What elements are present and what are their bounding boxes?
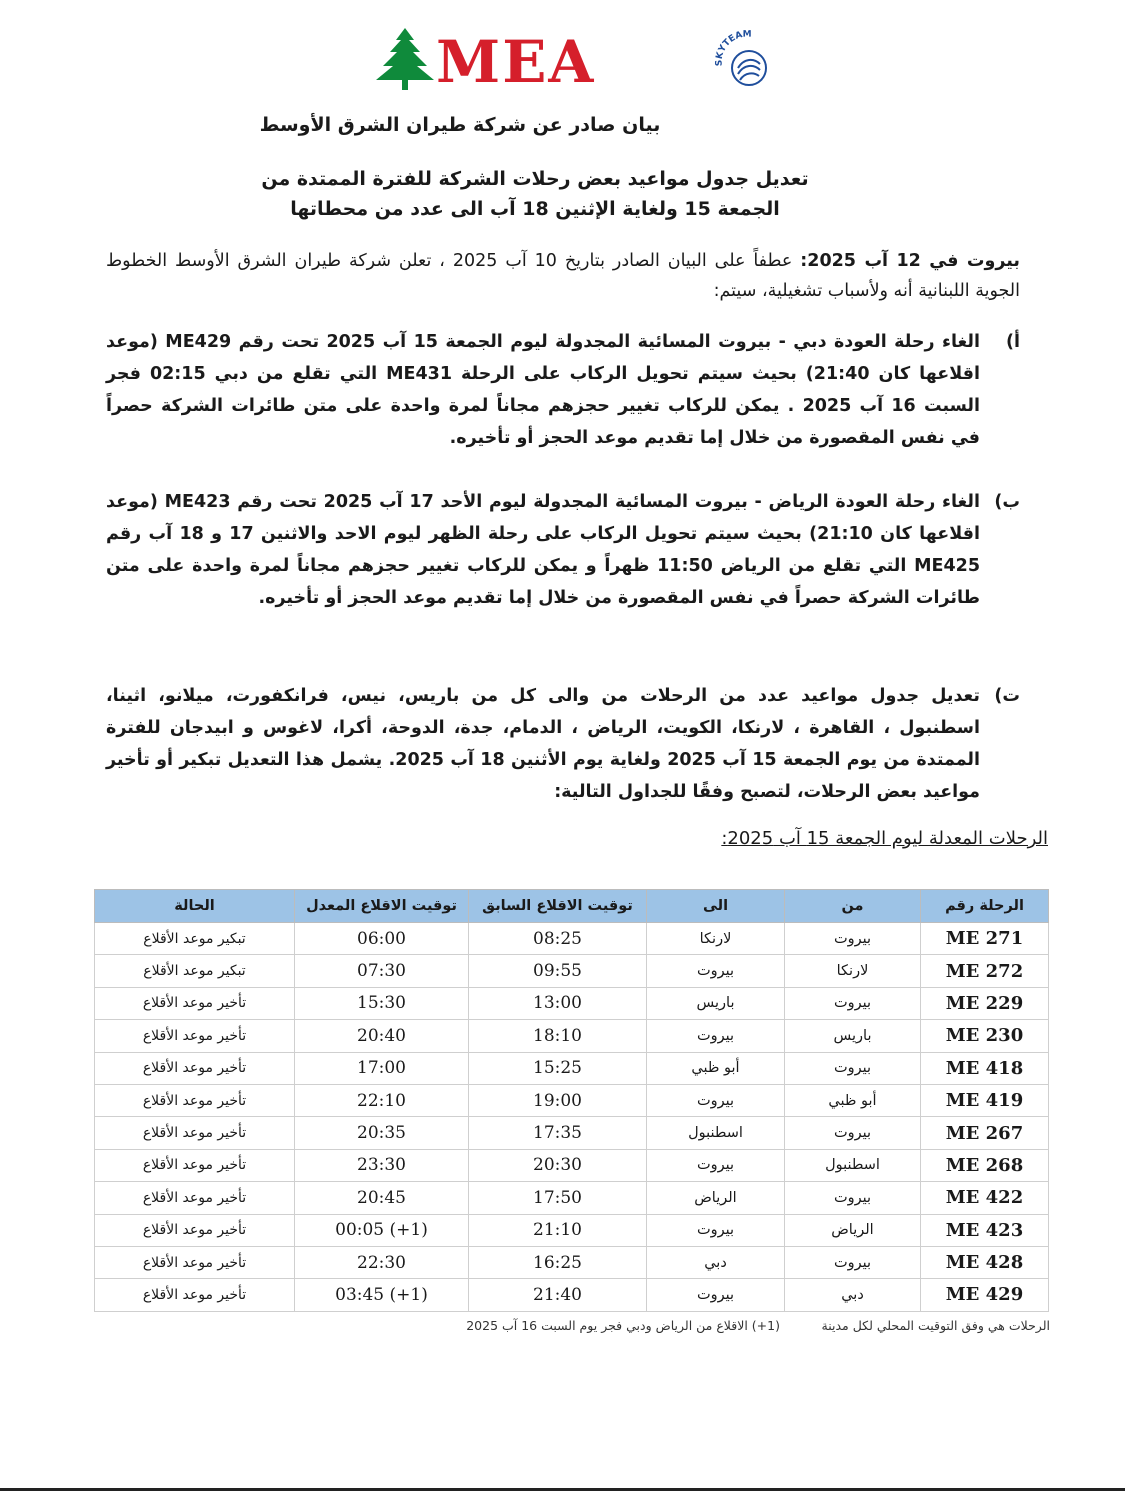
- flight-number-cell: ME 271: [921, 923, 1049, 955]
- new-departure-cell: 22:30: [295, 1246, 469, 1278]
- previous-departure-cell: 21:10: [469, 1214, 647, 1246]
- table-row: [95, 1279, 1049, 1311]
- list-item-b: [106, 486, 1020, 614]
- origin-cell: بيروت: [785, 1182, 921, 1214]
- previous-departure-cell: 13:00: [469, 987, 647, 1019]
- column-header: من: [785, 890, 921, 923]
- flight-number-cell: ME 419: [921, 1084, 1049, 1116]
- status-cell: تأخير موعد الأقلاع: [95, 1084, 295, 1116]
- previous-departure-cell: 16:25: [469, 1246, 647, 1278]
- skyteam-text: SKYTEAM: [714, 29, 752, 67]
- table-row: [95, 987, 1049, 1019]
- table-row: [95, 1020, 1049, 1052]
- previous-departure-cell: 21:40: [469, 1279, 647, 1311]
- schedule-table: [94, 889, 1049, 1312]
- status-cell: تأخير موعد الأقلاع: [95, 1246, 295, 1278]
- flight-number-cell: ME 423: [921, 1214, 1049, 1246]
- table-row: [95, 1182, 1049, 1214]
- new-departure-cell: 22:10: [295, 1084, 469, 1116]
- skyteam-logo-icon: [712, 28, 782, 94]
- destination-cell: اسطنبول: [647, 1117, 785, 1149]
- destination-cell: لارنكا: [647, 923, 785, 955]
- previous-departure-cell: 17:35: [469, 1117, 647, 1149]
- destination-cell: بيروت: [647, 1214, 785, 1246]
- previous-departure-cell: 15:25: [469, 1052, 647, 1084]
- flight-number-cell: ME 422: [921, 1182, 1049, 1214]
- statement-title: بيان صادر عن شركة طيران الشرق الأوسط: [259, 114, 661, 136]
- previous-departure-cell: 19:00: [469, 1084, 647, 1116]
- list-item-a: [106, 326, 1020, 454]
- item-text: تعديل جدول مواعيد عدد من الرحلات من والى كل من باريس، نيس، فرانكفورت، ميلانو، اثينا، اسطنبول ، القاهرة ، لارنكا، الكويت، الرياض ، الدمام، جدة، الدوحة، أكرا، لاغوس و ابيدجان للفترة الممتدة من يوم الجمعة 15 آب 2025 ولغاية يوم الأثنين 18 آب 2025. يشمل هذا التعديل تبكير أو تأخير مواعيد بعض الرحلات، لتصبح وفقًا للجداول التالية:: [106, 686, 980, 802]
- column-header: توقيت الاقلاع السابق: [469, 890, 647, 923]
- origin-cell: أبو ظبي: [785, 1084, 921, 1116]
- intro-paragraph: [106, 246, 1020, 306]
- flight-number-cell: ME 229: [921, 987, 1049, 1019]
- new-departure-cell: 23:30: [295, 1149, 469, 1181]
- previous-departure-cell: 20:30: [469, 1149, 647, 1181]
- flight-number-cell: ME 230: [921, 1020, 1049, 1052]
- flight-number-cell: ME 418: [921, 1052, 1049, 1084]
- new-departure-cell: 20:35: [295, 1117, 469, 1149]
- new-departure-cell: 17:00: [295, 1052, 469, 1084]
- status-cell: تأخير موعد الأقلاع: [95, 1214, 295, 1246]
- table-row: [95, 955, 1049, 987]
- destination-cell: بيروت: [647, 955, 785, 987]
- previous-departure-cell: 09:55: [469, 955, 647, 987]
- flight-number-cell: ME 272: [921, 955, 1049, 987]
- flight-number-cell: ME 268: [921, 1149, 1049, 1181]
- status-cell: تأخير موعد الأقلاع: [95, 1020, 295, 1052]
- table-row: [95, 1214, 1049, 1246]
- table-row: [95, 1149, 1049, 1181]
- status-cell: تأخير موعد الأقلاع: [95, 987, 295, 1019]
- status-cell: تبكير موعد الأقلاع: [95, 955, 295, 987]
- origin-cell: لارنكا: [785, 955, 921, 987]
- column-header: الحالة: [95, 890, 295, 923]
- flight-number-cell: ME 267: [921, 1117, 1049, 1149]
- item-marker: ت): [994, 686, 1020, 706]
- origin-cell: بيروت: [785, 1052, 921, 1084]
- new-departure-cell: 20:45: [295, 1182, 469, 1214]
- list-item-c: [106, 680, 1020, 808]
- intro-lead: بيروت في 12 آب 2025:: [800, 251, 1020, 271]
- mea-logo-text: MEA: [436, 28, 596, 96]
- subtitle-line-2: الجمعة 15 ولغاية الإثنين 18 آب الى عدد من محطاتها: [290, 198, 780, 220]
- column-header: توقيت الاقلاع المعدل: [295, 890, 469, 923]
- intro-text: عطفاً على البيان الصادر بتاريخ 10 آب 2025 ، تعلن شركة طيران الشرق الأوسط الخطوط الجوية اللبنانية أنه ولأسباب تشغيلية، سيتم:: [106, 251, 1020, 301]
- new-departure-cell: 15:30: [295, 987, 469, 1019]
- destination-cell: بيروت: [647, 1020, 785, 1052]
- item-text: الغاء رحلة العودة الرياض - بيروت المسائية المجدولة ليوم الأحد 17 آب 2025 تحت رقم ME423 (موعد اقلاعها كان 21:10) بحيث سيتم تحويل الركاب على رحلة الظهر ليوم الاحد والاثنين 17 و 18 آب رقم ME425 التي تقلع من الرياض 11:50 ظهراً و يمكن للركاب تغيير حجزهم مجاناً لمرة واحدة على متن طائرات الشركة حصراً في نفس المقصورة من خلال إما تقديم موعد الحجز أو تأخيره.: [106, 492, 980, 608]
- flight-number-cell: ME 428: [921, 1246, 1049, 1278]
- destination-cell: بيروت: [647, 1084, 785, 1116]
- new-departure-cell: (1+) 00:05: [295, 1214, 469, 1246]
- status-cell: تبكير موعد الأقلاع: [95, 923, 295, 955]
- footnote-local-time: الرحلات هي وفق التوقيت المحلي لكل مدينة: [821, 1318, 1050, 1333]
- subtitle-line-1: تعديل جدول مواعيد بعض رحلات الشركة للفترة الممتدة من: [261, 168, 809, 190]
- table-caption: الرحلات المعدلة ليوم الجمعة 15 آب 2025:: [721, 828, 1048, 849]
- destination-cell: الرياض: [647, 1182, 785, 1214]
- table-header-row: [95, 890, 1049, 923]
- origin-cell: دبي: [785, 1279, 921, 1311]
- origin-cell: بيروت: [785, 923, 921, 955]
- destination-cell: باريس: [647, 987, 785, 1019]
- origin-cell: باريس: [785, 1020, 921, 1052]
- new-departure-cell: 07:30: [295, 955, 469, 987]
- origin-cell: بيروت: [785, 987, 921, 1019]
- item-text: الغاء رحلة العودة دبي - بيروت المسائية المجدولة ليوم الجمعة 15 آب 2025 تحت رقم ME429 (موعد اقلاعها كان 21:40) بحيث سيتم تحويل الركاب على الرحلة ME431 التي تقلع من دبي 02:15 فجر السبت 16 آب 2025 . يمكن للركاب تغيير حجزهم مجاناً لمرة واحدة على متن طائرات الشركة حصراً في نفس المقصورة من خلال إما تقديم موعد الحجز أو تأخيره.: [106, 332, 981, 448]
- table-row: [95, 1117, 1049, 1149]
- origin-cell: بيروت: [785, 1246, 921, 1278]
- status-cell: تأخير موعد الأقلاع: [95, 1279, 295, 1311]
- footnote-next-day: (1+) الاقلاع من الرياض ودبي فجر يوم السبت 16 آب 2025: [466, 1318, 780, 1333]
- destination-cell: أبو ظبي: [647, 1052, 785, 1084]
- origin-cell: بيروت: [785, 1117, 921, 1149]
- previous-departure-cell: 08:25: [469, 923, 647, 955]
- status-cell: تأخير موعد الأقلاع: [95, 1117, 295, 1149]
- table-row: [95, 1084, 1049, 1116]
- destination-cell: دبي: [647, 1246, 785, 1278]
- origin-cell: اسطنبول: [785, 1149, 921, 1181]
- mea-logo: [370, 24, 790, 96]
- origin-cell: الرياض: [785, 1214, 921, 1246]
- cedar-logo-icon: [370, 26, 440, 92]
- status-cell: تأخير موعد الأقلاع: [95, 1149, 295, 1181]
- previous-departure-cell: 18:10: [469, 1020, 647, 1052]
- status-cell: تأخير موعد الأقلاع: [95, 1052, 295, 1084]
- previous-departure-cell: 17:50: [469, 1182, 647, 1214]
- destination-cell: بيروت: [647, 1149, 785, 1181]
- statement-subtitle: [220, 164, 850, 224]
- item-marker: ب): [994, 492, 1020, 512]
- table-row: [95, 923, 1049, 955]
- item-marker: أ): [1006, 332, 1020, 352]
- new-departure-cell: 20:40: [295, 1020, 469, 1052]
- status-cell: تأخير موعد الأقلاع: [95, 1182, 295, 1214]
- column-header: الرحلة رقم: [921, 890, 1049, 923]
- column-header: الى: [647, 890, 785, 923]
- flight-number-cell: ME 429: [921, 1279, 1049, 1311]
- new-departure-cell: (1+) 03:45: [295, 1279, 469, 1311]
- destination-cell: بيروت: [647, 1279, 785, 1311]
- table-row: [95, 1052, 1049, 1084]
- new-departure-cell: 06:00: [295, 923, 469, 955]
- bottom-divider: [0, 1488, 1125, 1491]
- table-row: [95, 1246, 1049, 1278]
